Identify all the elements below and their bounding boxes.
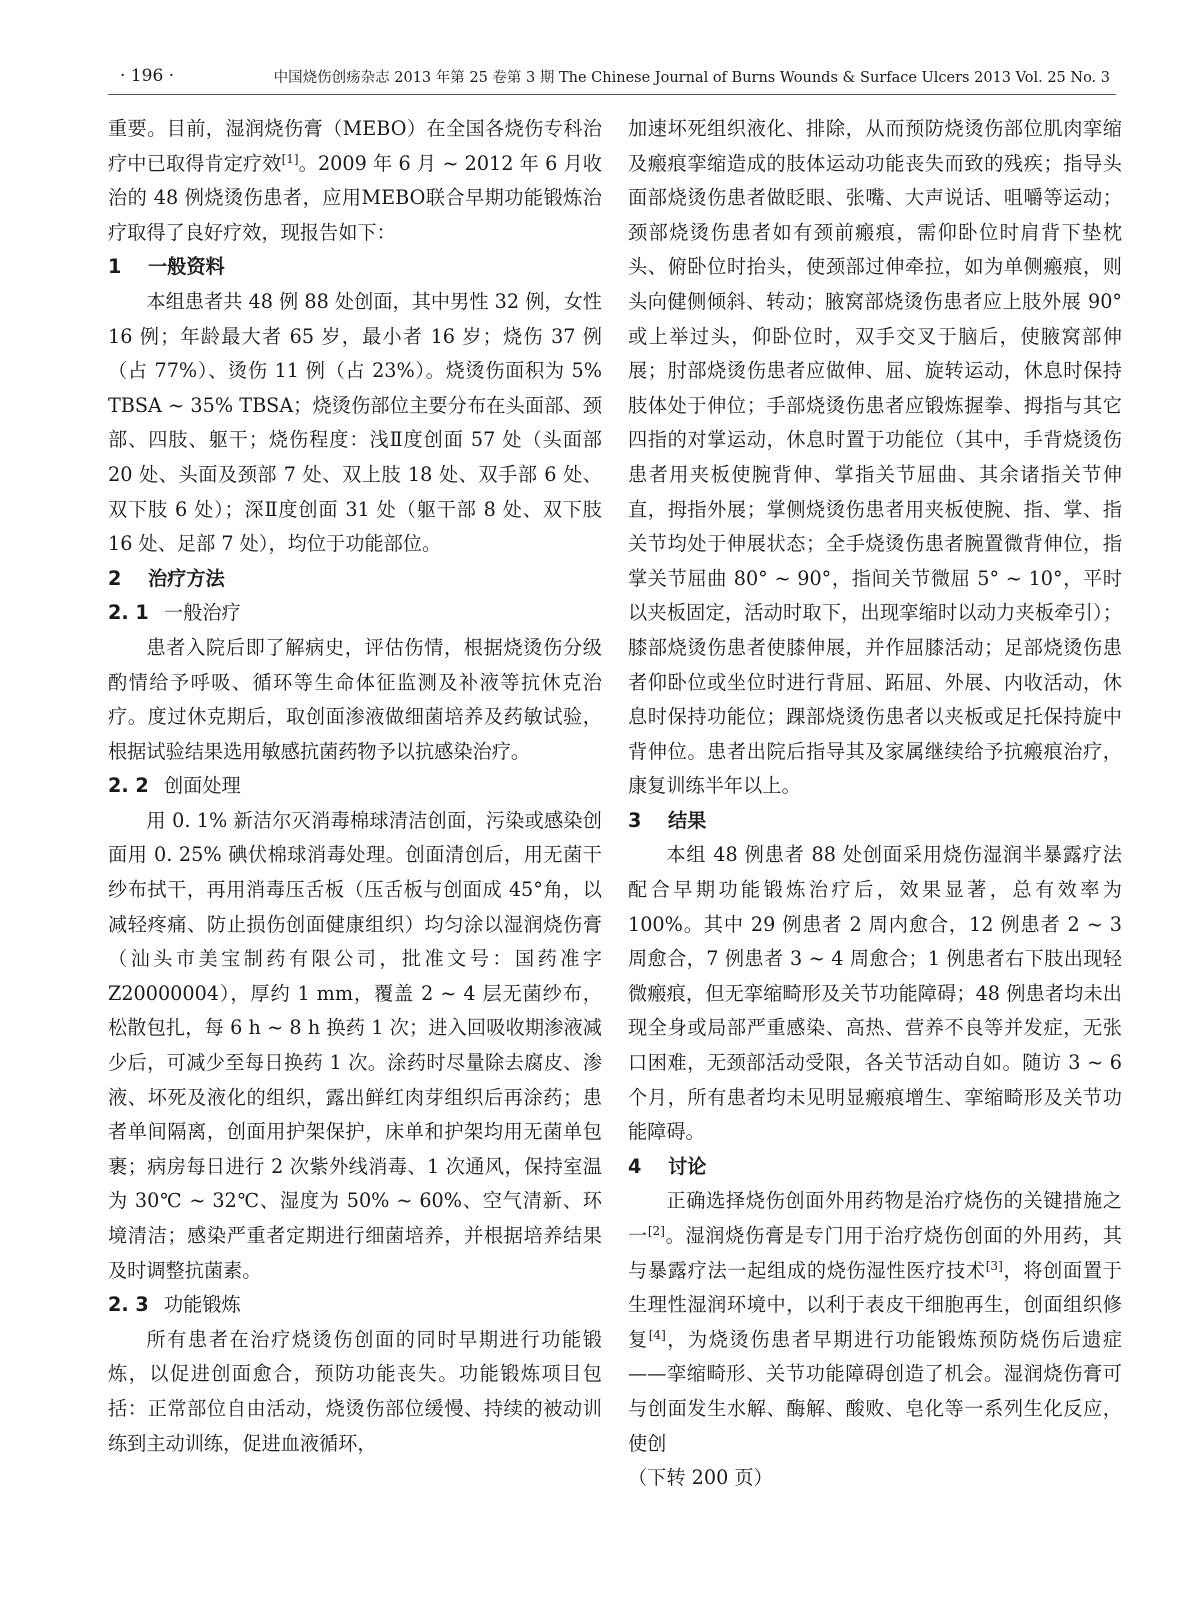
continued-note: （下转 200 页） — [628, 1466, 773, 1490]
section-2-1-heading: 2. 1 一般治疗 — [108, 601, 241, 625]
section-2-3-continued-paragraph: 加速坏死组织液化、排除，从而预防烧烫伤部位肌肉挛缩及瘢痕挛缩造成的肢体运动功能丧失而致的残疾；指导头面部烧烫伤患者做眨眼、张嘴、大声说话、咀嚼等运动；颈部烧烫伤患者如有颈前瘢痕，需仰卧位时肩背下垫枕头、俯卧位时抬头，使颈部过伸牵拉，如为单侧瘢痕，则头向健侧倾斜、转动；腋窝部烧烫伤患者应上肢外展 90°或上举过头，仰卧位时，双手交叉于脑后，使腋窝部伸展；肘部烧烫伤患者应做伸、屈、旋转运动，休息时保持肢体处于伸位；手部烧烫伤患者应锻炼握拳、拇指与其它四指的对掌运动，休息时置于功能位（其中，手背烧烫伤患者用夹板使腕背伸、掌指关节屈曲、其余诸指关节伸直，拇指外展；掌侧烧烫伤患者用夹板使腕、指、掌、指关节均处于伸展状态；全手烧烫伤患者腕置微背伸位，指掌关节屈曲 80° ~ 90°，指间关节微屈 5° ~ 10°，平时以夹板固定，活动时取下，出现挛缩时以动力夹板牵引）；膝部烧烫伤患者使膝伸展，并作屈膝活动；足部烧烫伤患者仰卧位或坐位时进行背屈、跖屈、外展、内收活动，休息时保持功能位；踝部烧烫伤患者以夹板或足托保持旋中背伸位。患者出院后指导其及家属继续给予抗瘢痕治疗，康复训练半年以上。 — [628, 117, 1122, 798]
section-2-2-heading: 2. 2 创面处理 — [108, 774, 241, 798]
citation-4[interactable]: [4] — [648, 1327, 666, 1342]
section-1-paragraph: 本组患者共 48 例 88 处创面，其中男性 32 例，女性 16 例；年龄最大者 65 岁，最小者 16 岁；烧伤 37 例（占 77%）、烫伤 11 例（占 23%）。烧烫伤面积为 5% TBSA ~ 35% TBSA；烧烫伤部位主要分布在头面部、颈部、四肢、躯干；烧伤程度：浅Ⅱ度创面 57 处（头面部 20 处、头面及颈部 7 处、双上肢 18 处、双手部 6 处、双下肢 6 处）；深Ⅱ度创面 31 处（躯干部 8 处、双下肢 16 处、足部 7 处），均位于功能部位。 — [108, 289, 602, 556]
section-1-heading: 1 一般资料 — [108, 255, 225, 279]
citation-2[interactable]: [2] — [647, 1224, 665, 1238]
intro-paragraph: 重要。目前，湿润烧伤膏（MEBO）在全国各烧伤专科治疗中已取得肯定疗效[1]。2009 年 6 月 ~ 2012 年 6 月收治的 48 例烧烫伤患者，应用MEBO联合早期功能锻炼治疗取得了良好疗效，现报告如下： — [108, 117, 602, 244]
section-2-3-paragraph: 所有患者在治疗烧烫伤创面的同时早期进行功能锻炼，以促进创面愈合，预防功能丧失。功能锻炼项目包括：正常部位自由活动，烧烫伤部位缓慢、持续的被动训练到主动训练，促进血液循环， — [108, 1327, 602, 1455]
section-3-heading: 3 结果 — [628, 808, 707, 832]
citation-3[interactable]: [3] — [985, 1258, 1003, 1273]
page-number: · 196 · — [120, 66, 175, 86]
citation-1[interactable]: [1] — [281, 151, 299, 166]
section-2-heading: 2 治疗方法 — [108, 566, 225, 590]
section-2-2-paragraph: 用 0. 1% 新洁尔灭消毒棉球清洁创面，污染或感染创面用 0. 25% 碘伏棉球消毒处理。创面清创后，用无菌干纱布拭干，再用消毒压舌板（压舌板与创面成 45°角，以减轻疼痛、防止损伤创面健康组织）均匀涂以湿润烧伤膏（汕头市美宝制药有限公司，批准文号：国药准字 Z20000004），厚约 1 mm，覆盖 2 ~ 4 层无菌纱布，松散包扎，每 6 h ~ 8 h 换药 1 次；进入回吸收期渗液减少后，可减少至每日换药 1 次。涂药时尽量除去腐皮、渗液、坏死及液化的组织，露出鲜红肉芽组织后再涂药；患者单间隔离，创面用护架保护，床单和护架均用无菌单包裹；病房每日进行 2 次紫外线消毒、1 次通风，保持室温为 30℃ ~ 32℃、湿度为 50% ~ 60%、空气清新、环境清洁；感染严重者定期进行细菌培养，并根据培养结果及时调整抗菌素。 — [108, 808, 602, 1282]
section-2-1-paragraph: 患者入院后即了解病史，评估伤情，根据烧烫伤分级酌情给予呼吸、循环等生命体征监测及补液等抗休克治疗。度过休克期后，取创面渗液做细菌培养及药敏试验，根据试验结果选用敏感抗菌药物予以抗感染治疗。 — [108, 635, 602, 763]
left-column — [108, 112, 602, 1461]
page-header — [120, 66, 1110, 92]
section-4-heading: 4 讨论 — [628, 1154, 707, 1178]
section-2-3-heading: 2. 3 功能锻炼 — [108, 1293, 241, 1317]
section-3-paragraph: 本组 48 例患者 88 处创面采用烧伤湿润半暴露疗法配合早期功能锻炼治疗后，效果显著，总有效率为 100%。其中 29 例患者 2 周内愈合，12 例患者 2 ~ 3 周愈合，7 例患者 3 ~ 4 周愈合；1 例患者右下肢出现轻微瘢痕，但无挛缩畸形及关节功能障碍；48 例患者均未出现全身或局部严重感染、高热、营养不良等并发症，无张口困难，无颈部活动受限，各关节活动自如。随访 3 ~ 6 个月，所有患者均未见明显瘢痕增生、挛缩畸形及关节功能障碍。 — [628, 843, 1122, 1144]
header-rule — [108, 94, 1116, 95]
section-4-paragraph: 正确选择烧伤创面外用药物是治疗烧伤的关键措施之一[2]。湿润烧伤膏是专门用于治疗烧伤创面的外用药，其与暴露疗法一起组成的烧伤湿性医疗技术[3]，将创面置于生理性湿润环境中，以利于表皮干细胞再生，创面组织修复[4]，为烧烫伤患者早期进行功能锻炼预防烧伤后遗症——挛缩畸形、关节功能障碍创造了机会。湿润烧伤膏可与创面发生水解、酶解、酸败、皂化等一系列生化反应，使创 — [628, 1189, 1123, 1455]
right-column — [628, 112, 1122, 1496]
journal-running-title: 中国烧伤创疡杂志 2013 年第 25 卷第 3 期 The Chinese Journal of Burns Wounds & Surface Ulcers 2013 Vol. 25 No. 3 — [273, 70, 1110, 86]
